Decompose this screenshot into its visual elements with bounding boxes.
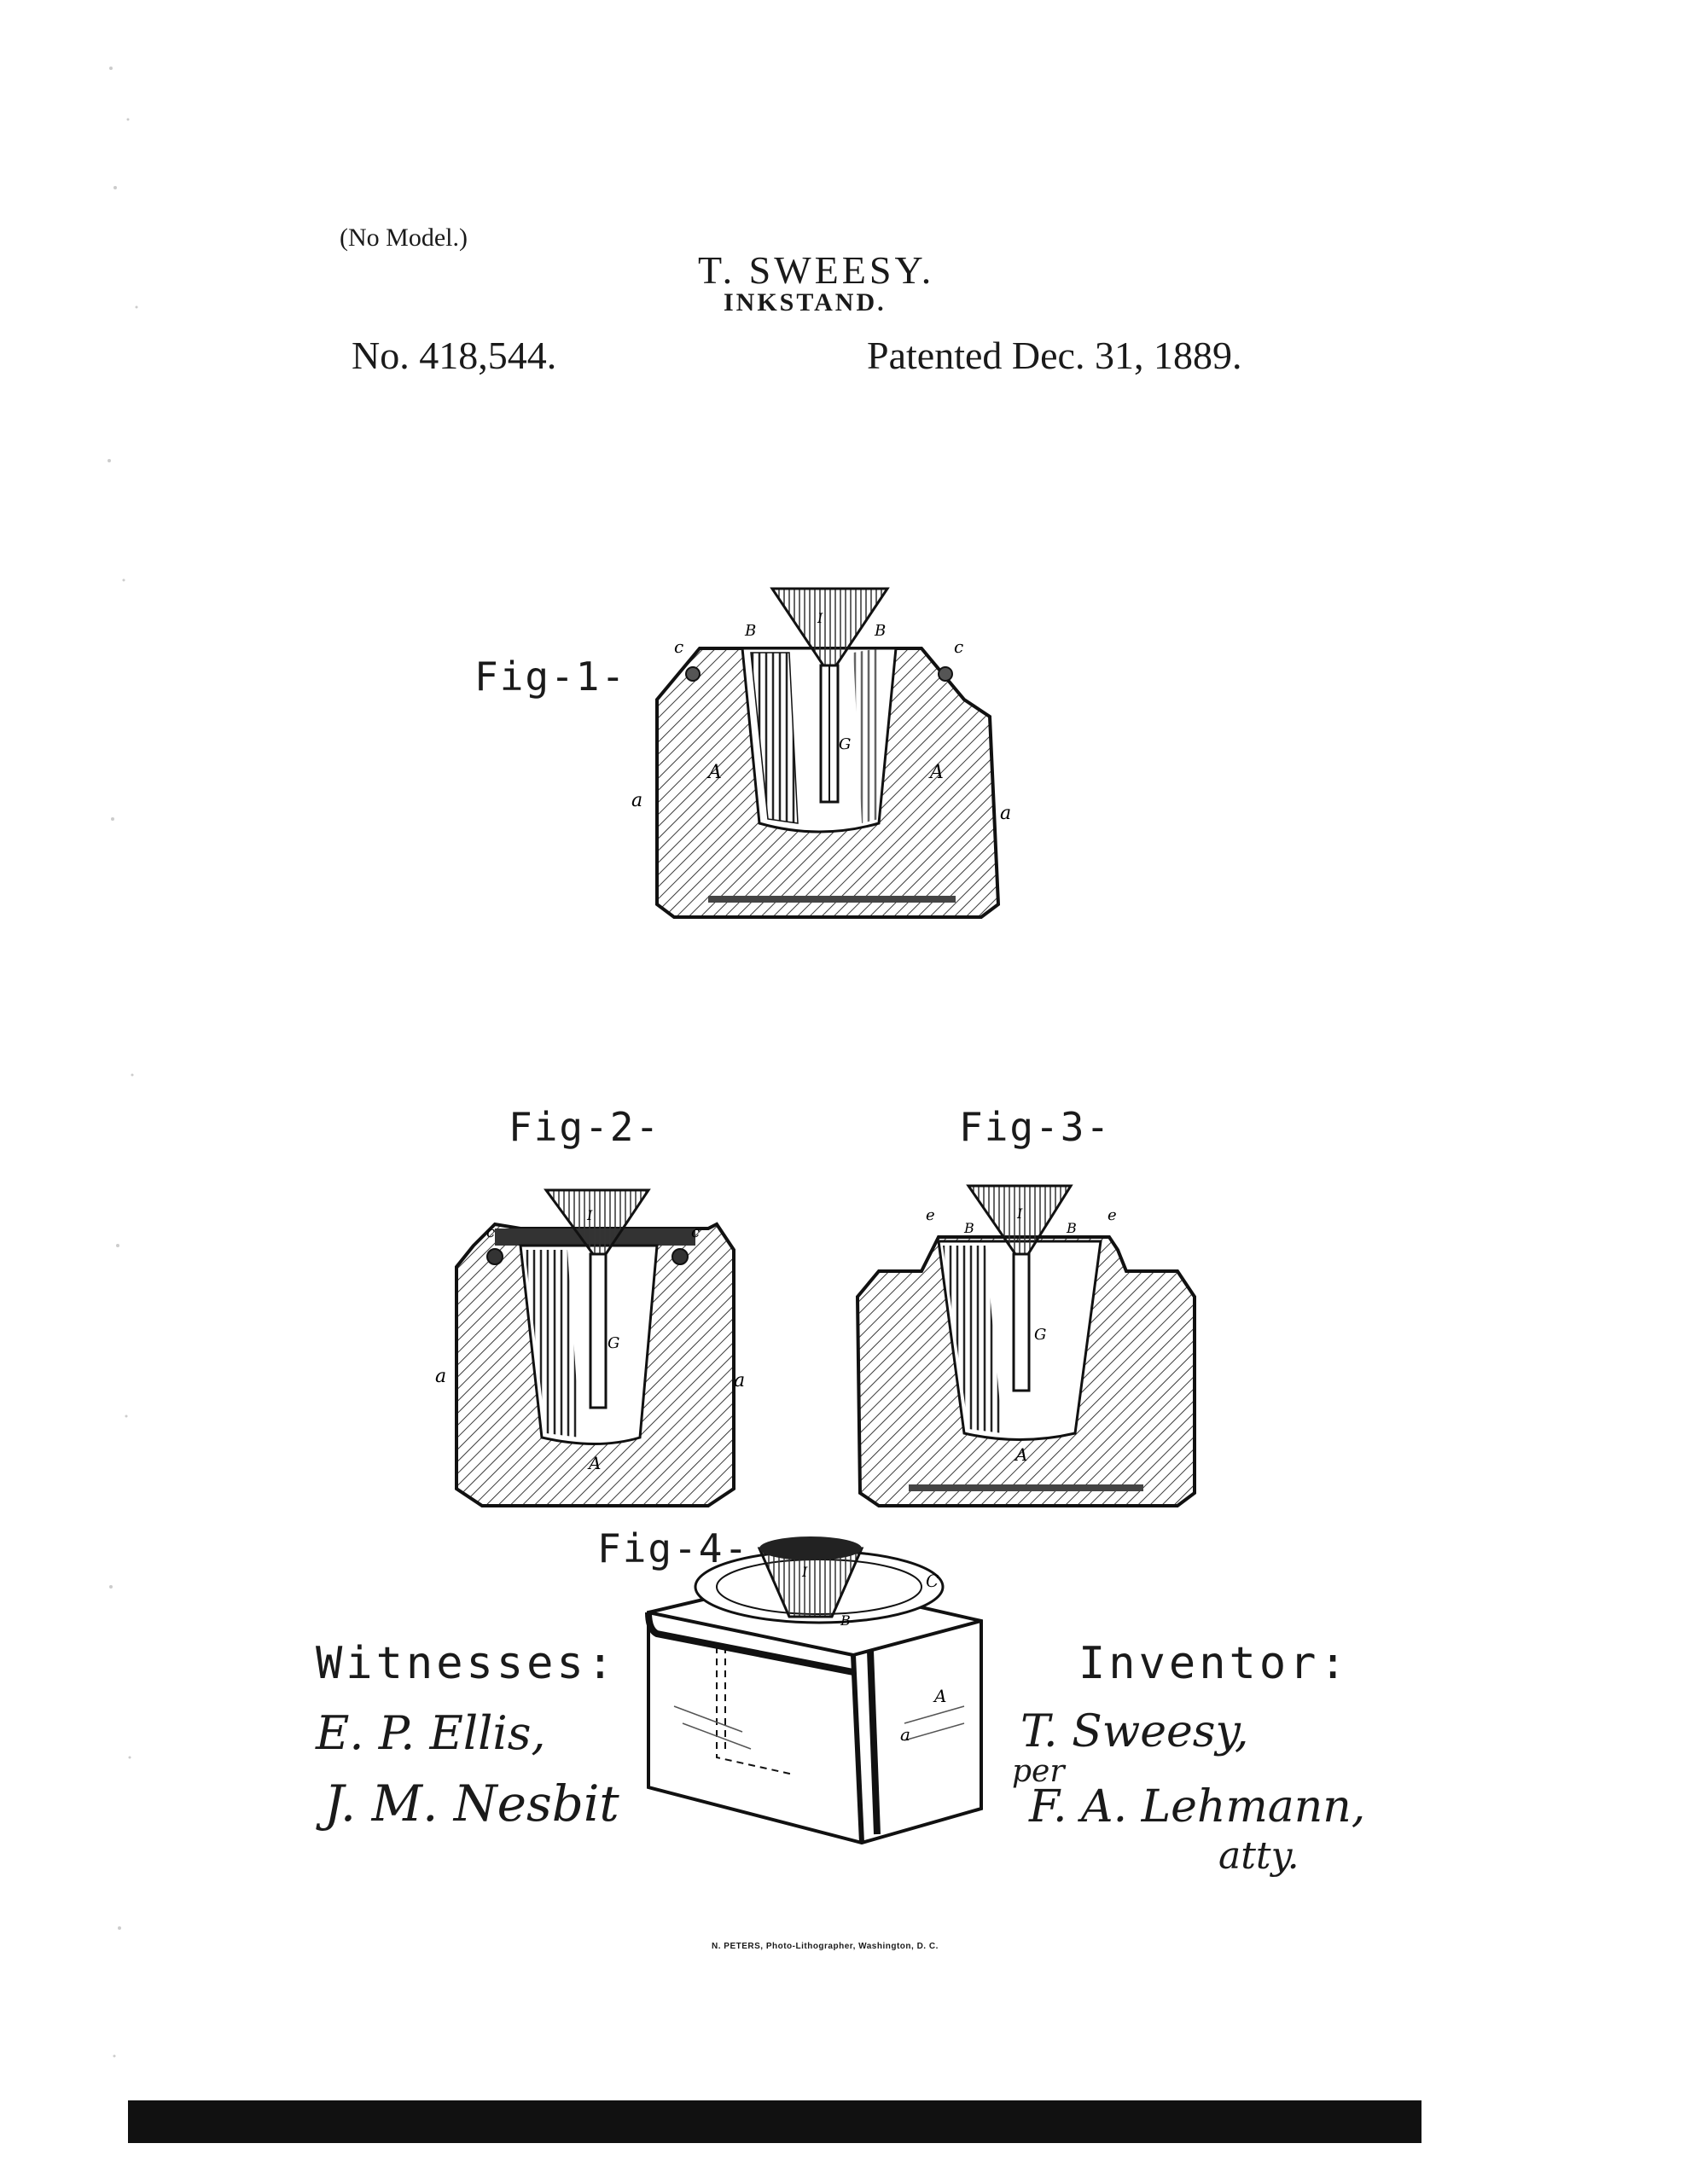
scan-bottom-bar bbox=[128, 2100, 1421, 2143]
fig3-letter-e-left: e bbox=[926, 1206, 935, 1224]
figure-1-label: Fig-1- bbox=[474, 653, 627, 700]
figure-1-drawing bbox=[631, 589, 1011, 917]
fig4-funnel-mouth bbox=[759, 1536, 862, 1560]
fig1-letter-a-upper-right: A bbox=[930, 762, 944, 783]
fig3-letter-b-right: B bbox=[1067, 1220, 1077, 1236]
inventor-label: Inventor: bbox=[1078, 1638, 1350, 1689]
figure-4-label: Fig-4- bbox=[597, 1525, 750, 1571]
fig2-letter-c-left: c bbox=[486, 1223, 496, 1241]
fig4-letter-a-lower: a bbox=[900, 1724, 910, 1745]
fig1-letter-a-left: a bbox=[631, 790, 643, 811]
fig3-letter-e-right: e bbox=[1108, 1206, 1117, 1224]
fig2-ring-left bbox=[487, 1249, 503, 1264]
lithographer-imprint: N. PETERS, Photo-Lithographer, Washington, D. C. bbox=[712, 1942, 939, 1951]
fig1-letter-a-right: a bbox=[1000, 803, 1012, 824]
fig2-letter-c-right: c bbox=[691, 1223, 701, 1241]
patent-date: Patented Dec. 31, 1889. bbox=[867, 334, 1242, 377]
inventor-signature: T. Sweesy, bbox=[1020, 1706, 1249, 1757]
no-model-note: (No Model.) bbox=[340, 224, 468, 252]
fig3-letter-i: I bbox=[1017, 1205, 1023, 1222]
fig2-letter-a-bottom: A bbox=[589, 1453, 602, 1473]
per-text: per bbox=[1012, 1754, 1065, 1789]
fig1-letter-i: I bbox=[817, 610, 823, 626]
patent-number: No. 418,544. bbox=[352, 334, 557, 377]
fig1-letter-c-right: c bbox=[954, 636, 964, 657]
atty-text: atty. bbox=[1218, 1834, 1299, 1878]
fig2-ring-right bbox=[672, 1249, 688, 1264]
figure-3-label: Fig-3- bbox=[959, 1104, 1112, 1150]
fig4-letter-b: B bbox=[840, 1612, 851, 1629]
fig1-letter-b-right: B bbox=[875, 622, 887, 640]
witness-1-signature: E. P. Ellis, bbox=[316, 1706, 546, 1760]
fig3-tube bbox=[1014, 1254, 1029, 1391]
inventor-name-heading: T. SWEESY. bbox=[698, 248, 935, 292]
figure-2-label: Fig-2- bbox=[509, 1104, 661, 1150]
fig1-base-bar bbox=[708, 896, 956, 903]
figure-2-drawing bbox=[435, 1190, 745, 1506]
figure-3-drawing bbox=[858, 1186, 1195, 1506]
fig2-letter-i: I bbox=[587, 1207, 593, 1223]
fig3-base-bar bbox=[909, 1484, 1143, 1491]
fig1-letter-g: G bbox=[839, 735, 852, 753]
fig1-letter-c-left: c bbox=[674, 636, 684, 657]
fig1-letter-a-upper-left: A bbox=[708, 762, 722, 783]
fig4-letter-i: I bbox=[802, 1564, 808, 1580]
fig3-letter-g: G bbox=[1034, 1326, 1047, 1344]
fig3-letter-b-left: B bbox=[964, 1220, 974, 1236]
attorney-signature: F. A. Lehmann, bbox=[1029, 1781, 1366, 1833]
fig2-letter-a-right: a bbox=[734, 1370, 746, 1391]
figure-4-drawing bbox=[648, 1536, 981, 1843]
fig3-letter-a-bottom: A bbox=[1015, 1444, 1028, 1465]
fig1-ring-right bbox=[939, 667, 952, 681]
invention-title: INKSTAND. bbox=[724, 288, 887, 317]
fig4-letter-c: C bbox=[926, 1571, 939, 1591]
fig2-letter-a-left: a bbox=[435, 1366, 447, 1387]
fig2-letter-g: G bbox=[608, 1334, 620, 1352]
fig2-tube bbox=[590, 1254, 606, 1408]
witnesses-label: Witnesses: bbox=[316, 1638, 618, 1689]
fig1-letter-b-left: B bbox=[745, 622, 757, 640]
fig1-ring-left bbox=[686, 667, 700, 681]
fig4-letter-a-upper: A bbox=[934, 1686, 947, 1706]
witness-2-signature: J. M. Nesbit bbox=[324, 1774, 619, 1833]
